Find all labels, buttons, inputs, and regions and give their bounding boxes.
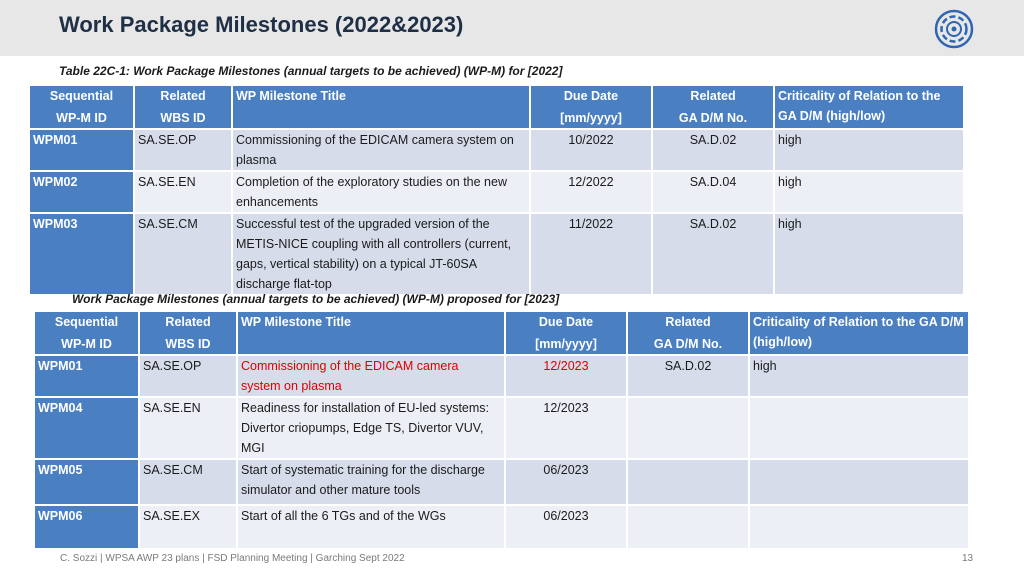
cell-criticality: high [774,213,964,295]
cell-milestone-id: WPM01 [34,355,139,397]
cell-criticality: high [774,129,964,171]
table-row [34,397,969,459]
cell-milestone-id: WPM02 [29,171,134,213]
cell-ga-dm-no: SA.D.04 [652,171,774,213]
slide-title: Work Package Milestones (2022&2023) [59,12,464,37]
milestones-table-2022 [28,84,965,296]
footer-text: C. Sozzi | WPSA AWP 23 plans | FSD Planning Meeting | Garching Sept 2022 [60,553,405,564]
cell-milestone-title: Start of systematic training for the discharge simulator and other mature tools [237,459,505,505]
table1-caption: Table 22C-1: Work Package Milestones (annual targets to be achieved) (WP-M) for [2022] [59,64,563,78]
cell-milestone-title: Completion of the exploratory studies on the new enhancements [232,171,530,213]
cell-due-date: 12/2023 [505,355,627,397]
header-criticality: Criticality of Relation to the GA D/M (high/low) [774,85,964,129]
cell-ga-dm-no: SA.D.02 [652,129,774,171]
header-milestone-title: WP Milestone Title [237,311,505,355]
table-row [29,171,964,213]
cell-wbs-id: SA.SE.EN [139,397,237,459]
header-sequential-id: Sequential WP-M ID [34,311,139,355]
milestones-table-2023 [33,310,970,550]
table-row [34,459,969,505]
cell-criticality [749,505,969,549]
cell-wbs-id: SA.SE.OP [134,129,232,171]
cell-ga-dm-no [627,397,749,459]
cell-ga-dm-no [627,459,749,505]
cell-milestone-title: Readiness for installation of EU-led systems: Divertor criopumps, Edge TS, Divertor VUV, MGI [237,397,505,459]
header-due-date: Due Date [mm/yyyy] [505,311,627,355]
fusion-logo-icon [934,9,974,49]
cell-due-date: 12/2022 [530,171,652,213]
cell-due-date: 06/2023 [505,505,627,549]
cell-wbs-id: SA.SE.EX [139,505,237,549]
header-sequential-id: Sequential WP-M ID [29,85,134,129]
cell-criticality [749,397,969,459]
cell-milestone-id: WPM01 [29,129,134,171]
cell-due-date: 11/2022 [530,213,652,295]
cell-ga-dm-no: SA.D.02 [652,213,774,295]
cell-milestone-id: WPM06 [34,505,139,549]
header-due-date: Due Date [mm/yyyy] [530,85,652,129]
cell-milestone-title: Commissioning of the EDICAM camera system on plasma [232,129,530,171]
page-number: 13 [962,553,974,564]
cell-criticality: high [749,355,969,397]
table-row [34,355,969,397]
header-milestone-title: WP Milestone Title [232,85,530,129]
cell-milestone-id: WPM03 [29,213,134,295]
header-wbs-id: Related WBS ID [134,85,232,129]
table2-caption: Work Package Milestones (annual targets to be achieved) (WP-M) proposed for [2023] [72,292,560,306]
table-header-row [34,311,969,355]
cell-due-date: 10/2022 [530,129,652,171]
cell-milestone-id: WPM05 [34,459,139,505]
cell-wbs-id: SA.SE.OP [139,355,237,397]
cell-due-date: 12/2023 [505,397,627,459]
cell-criticality [749,459,969,505]
header-ga-dm-no: Related GA D/M No. [627,311,749,355]
cell-wbs-id: SA.SE.EN [134,171,232,213]
table-row [34,505,969,549]
cell-due-date: 06/2023 [505,459,627,505]
cell-wbs-id: SA.SE.CM [139,459,237,505]
header-criticality: Criticality of Relation to the GA D/M (high/low) [749,311,969,355]
cell-milestone-title: Start of all the 6 TGs and of the WGs [237,505,505,549]
table-header-row [29,85,964,129]
cell-milestone-title: Successful test of the upgraded version of the METIS-NICE coupling with all controllers (current, gaps, vertical stability) on a typical JT-60SA discharge flat-top [232,213,530,295]
cell-criticality: high [774,171,964,213]
table-row [29,129,964,171]
table-row [29,213,964,295]
cell-milestone-title: Commissioning of the EDICAM camera system on plasma [237,355,505,397]
cell-ga-dm-no [627,505,749,549]
cell-wbs-id: SA.SE.CM [134,213,232,295]
cell-ga-dm-no: SA.D.02 [627,355,749,397]
header-wbs-id: Related WBS ID [139,311,237,355]
cell-milestone-id: WPM04 [34,397,139,459]
header-ga-dm-no: Related GA D/M No. [652,85,774,129]
